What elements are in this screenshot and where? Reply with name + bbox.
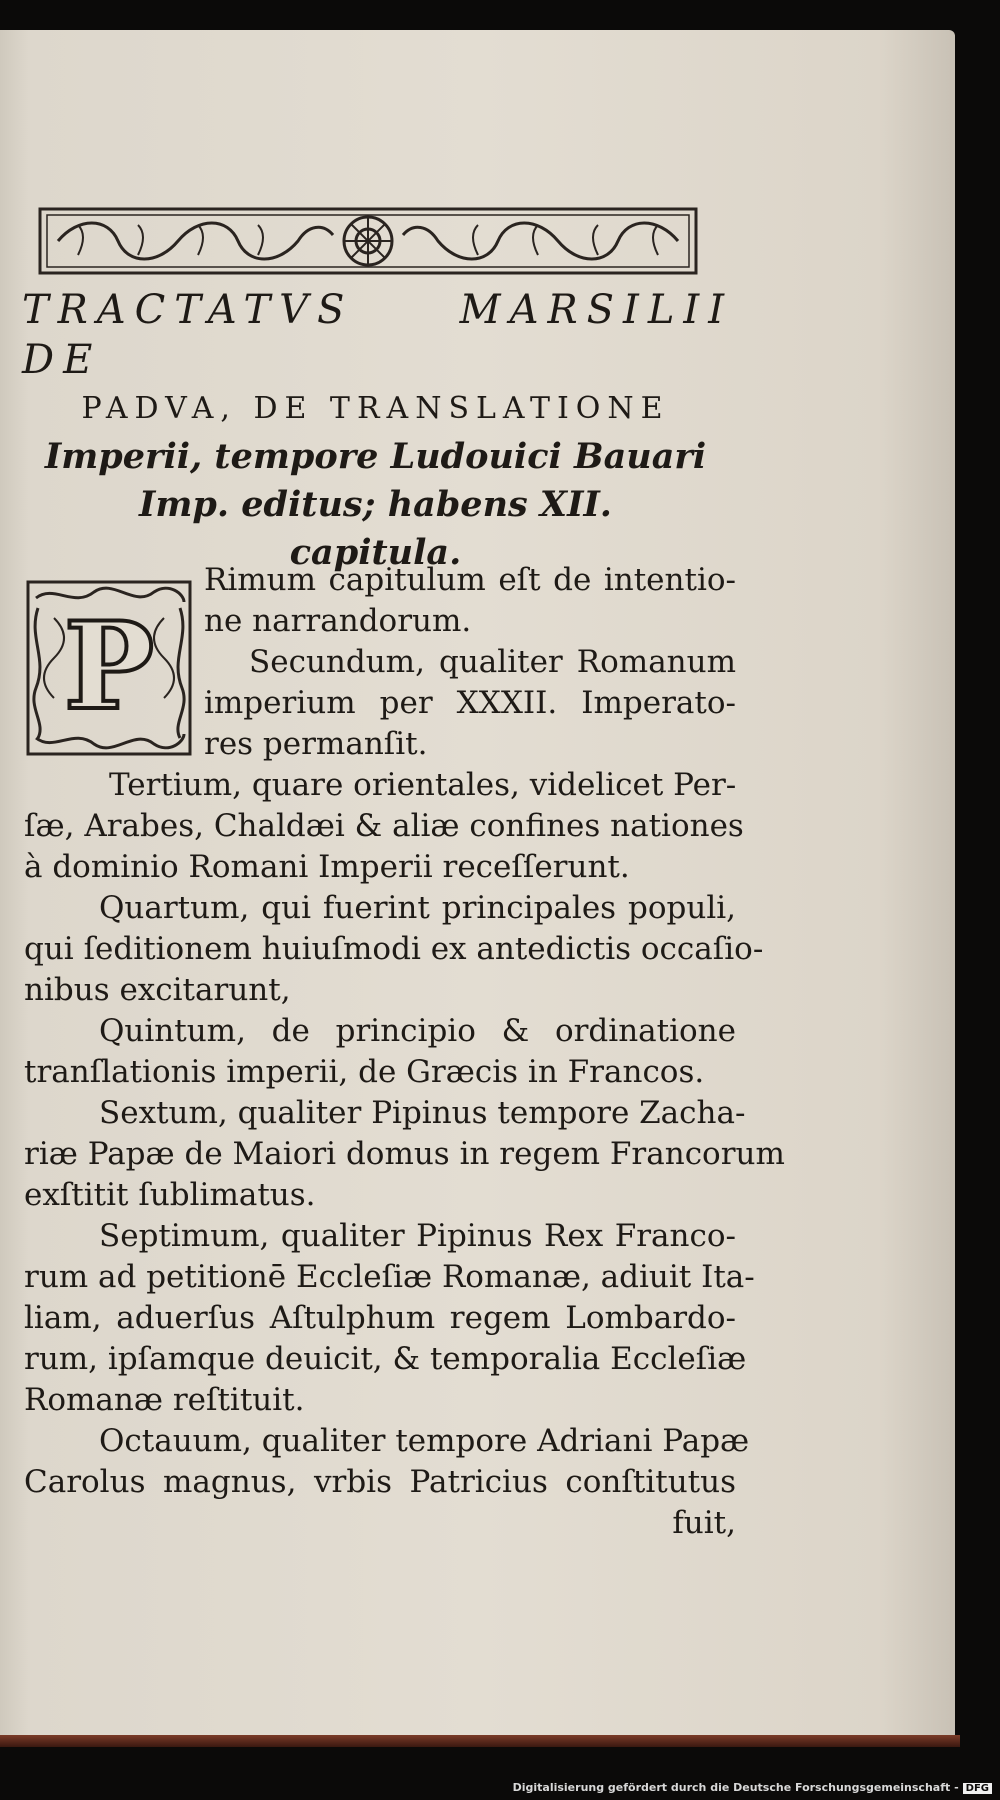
text-line: tranſlationis imperii, de Græcis in Francos. — [24, 1054, 705, 1090]
title-line-3: Imperii, tempore Ludouici Bauari — [44, 436, 707, 477]
title-line-4: Imp. editus; habens XII. — [139, 484, 612, 525]
text-line: Quintum, de principio & ordinatione — [99, 1013, 736, 1049]
text-line: Tertium, quare orientales, videlicet Per- — [109, 767, 737, 803]
text-line: rum, ipſamque deuicit, & temporalia Eccleſiæ — [24, 1341, 747, 1377]
text-line: Rimum capitulum eſt de intentio- — [204, 562, 736, 598]
title-line-5: capitula. — [289, 532, 462, 573]
title-block — [18, 285, 733, 577]
text-line: Quartum, qui fuerint principales populi, — [99, 890, 736, 926]
headpiece-ornament — [38, 205, 698, 277]
text-line: qui ſeditionem huiuſmodi ex antedictis occaſio- — [24, 931, 764, 967]
text-line: Secundum, qualiter Romanum — [249, 644, 736, 680]
paragraph-2 — [24, 642, 736, 765]
digitization-credit — [513, 1781, 992, 1794]
text-line: ſæ, Arabes, Chaldæi & aliæ confines nationes — [24, 808, 744, 844]
text-line: exſtitit ſublimatus. — [24, 1177, 316, 1213]
text-line: à dominio Romani Imperii receſſerunt. — [24, 849, 630, 885]
text-line: imperium per XXXII. Imperato- — [204, 685, 736, 721]
paragraph-6 — [24, 1093, 785, 1216]
text-line: ne narrandorum. — [204, 603, 472, 639]
text-line: riæ Papæ de Maiori domus in regem Francorum — [24, 1136, 785, 1172]
paragraph-3 — [24, 765, 744, 888]
paragraph-1 — [24, 560, 736, 642]
page-edge — [0, 1735, 960, 1747]
paragraph-5 — [24, 1011, 736, 1093]
paragraph-7 — [24, 1216, 755, 1421]
dfg-logo: DFG — [963, 1783, 992, 1794]
chapter-list — [24, 560, 785, 1544]
title-line-1: TRACTATVS MARSILII DE — [22, 287, 733, 383]
text-line: Octauum, qualiter tempore Adriani Papæ — [99, 1423, 750, 1459]
text-line: liam, aduerſus Aſtulphum regem Lombardo- — [24, 1300, 736, 1336]
book-page — [0, 30, 955, 1745]
paragraph-8 — [24, 1421, 750, 1544]
text-line: Carolus magnus, vrbis Patricius conſtitutus — [24, 1464, 736, 1500]
text-line: rum ad petitionē Eccleſiæ Romanæ, adiuit Ita- — [24, 1259, 755, 1295]
text-line: Septimum, qualiter Pipinus Rex Franco- — [99, 1218, 736, 1254]
title-line-2: PADVA, DE TRANSLATIONE — [81, 391, 670, 426]
text-line: Sextum, qualiter Pipinus tempore Zacha- — [99, 1095, 746, 1131]
credit-text: Digitalisierung gefördert durch die Deutsche Forschungsgemeinschaft - — [512, 1781, 959, 1794]
catchword: fuit, — [672, 1505, 736, 1541]
svg-text:P: P — [63, 596, 155, 737]
text-line: Romanæ reſtituit. — [24, 1382, 305, 1418]
text-line: res permanſit. — [204, 726, 428, 762]
text-line: nibus excitarunt, — [24, 972, 291, 1008]
paragraph-4 — [24, 888, 764, 1011]
